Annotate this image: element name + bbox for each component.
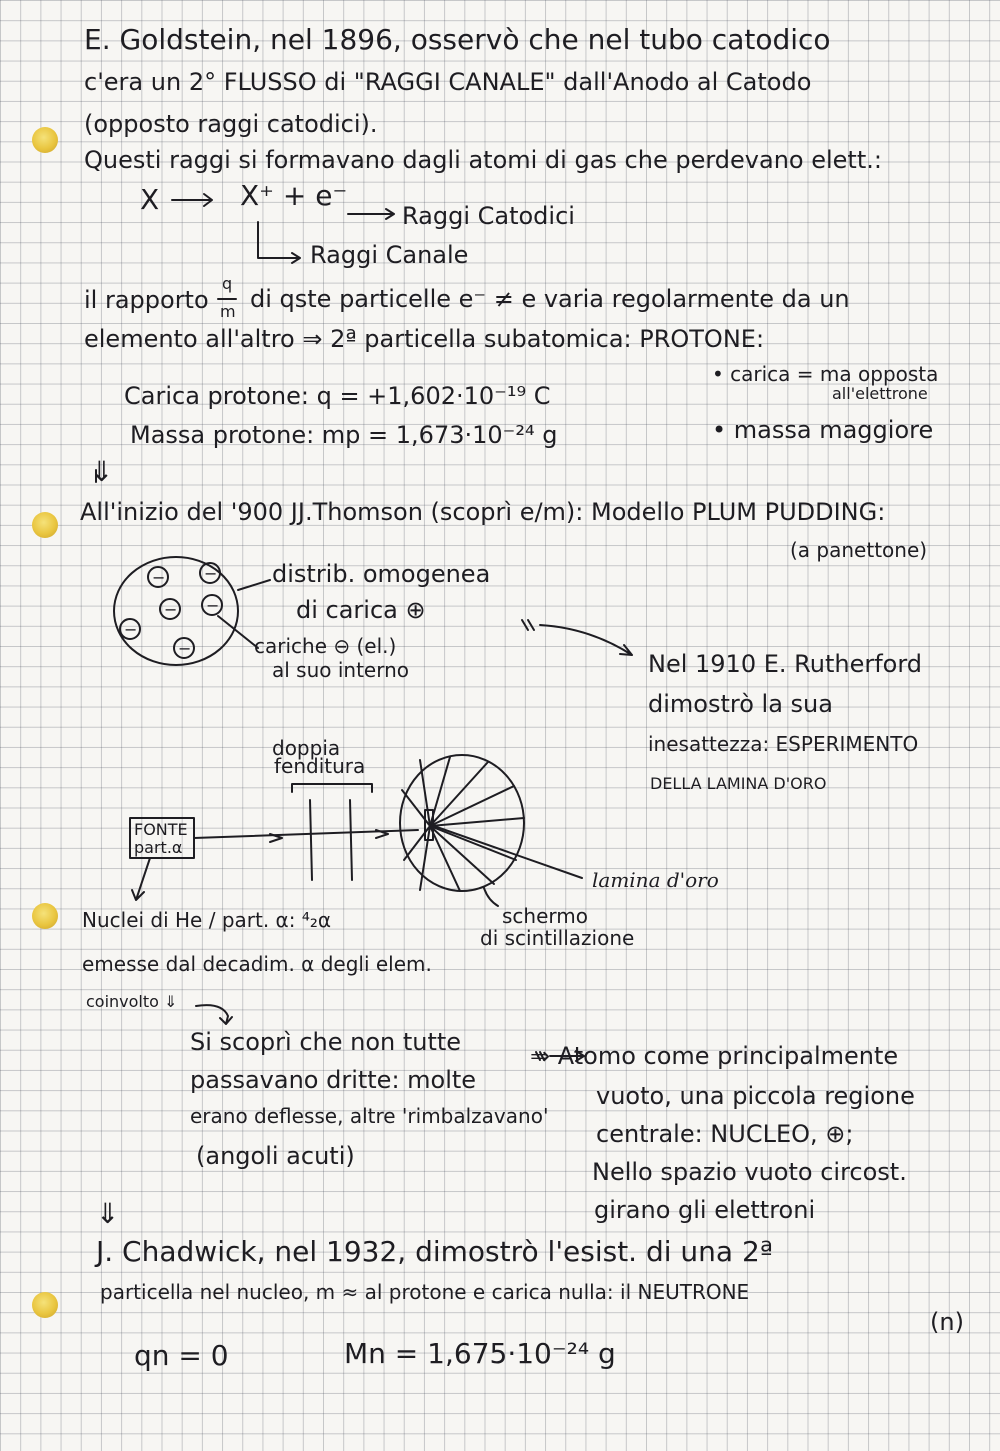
massa-protone: Massa protone: mp = 1,673·10⁻²⁴ g [130,421,558,449]
doppia-fenditura-2: fenditura [274,754,366,778]
raggi-catodici-label: Raggi Catodici [402,202,575,230]
chadwick-line-1: J. Chadwick, nel 1932, dimostrò l'esist. di una 2ª [96,1235,773,1268]
rutherford-line-4: DELLA LAMINA D'ORO [650,774,827,793]
plum-label-distrib: distrib. omogenea [272,560,491,588]
result-line-2: passavano dritte: molte [190,1066,477,1094]
down-arrow-2: ⇓ [96,1197,120,1230]
lamina-label: lamina d'oro [592,868,719,892]
electron-minus: − [206,596,220,615]
electron-minus: − [204,564,218,583]
ratio-denominator: m [220,302,236,321]
plum-label-carica: di carica ⊕ [296,596,426,624]
neutron-mass: Mn = 1,675·10⁻²⁴ g [344,1337,616,1370]
neutron-charge: qn = 0 [134,1339,229,1372]
plum-label-interno: al suo interno [272,658,410,682]
nuclei-line-3: coinvolto ⇓ [86,992,178,1011]
atomo-line-4: Nello spazio vuoto circost. [592,1158,907,1186]
gold-foil-experiment [130,755,582,906]
proton-note-mass: • massa maggiore [712,416,934,444]
result-line-3: erano deflesse, altre 'rimbalzavano' [190,1104,549,1128]
catodici-arrow [348,209,394,219]
fonte-label-1: FONTE [134,820,188,839]
goldstein-line-1: E. Goldstein, nel 1896, osservò che nel tubo catodico [84,23,831,56]
plum-label-cariche: cariche ⊖ (el.) [254,634,397,658]
electron-minus: − [178,639,192,658]
nuclei-line-2: emesse dal decadim. α degli elem. [82,952,432,976]
electron-minus: − [152,568,166,587]
results-arrows [196,1005,584,1061]
neutron-symbol: (n) [930,1308,964,1336]
atomo-line-1: ⇒ Atomo come principalmente [530,1042,899,1070]
carica-protone: Carica protone: q = +1,602·10⁻¹⁹ C [124,382,551,410]
canale-arrow [258,222,300,263]
result-line-4: (angoli acuti) [196,1142,355,1170]
goldstein-line-4: Questi raggi si formavano dagli atomi di gas che perdevano elett.: [84,146,882,174]
nuclei-line-1: Nuclei di He / part. α: ⁴₂α [82,908,332,932]
thomson-sub: (a panettone) [790,538,928,562]
rutherford-arrow [522,620,632,655]
down-arrow-1: ⇓ [90,455,114,488]
proton-note-charge: • carica = ma opposta [712,362,939,386]
equation-products: X⁺ + e⁻ [240,179,348,212]
fonte-label-2: part.α [134,838,183,857]
chadwick-line-2: particella nel nucleo, m ≈ al protone e carica nulla: il NEUTRONE [100,1280,750,1304]
atomo-line-5: girano gli elettroni [594,1196,816,1224]
elemento-line: elemento all'altro ⇒ 2ª particella subatomica: PROTONE: [84,325,765,353]
raggi-canale-label: Raggi Canale [310,241,469,269]
goldstein-line-2: c'era un 2° FLUSSO di "RAGGI CANALE" dall'Anodo al Catodo [84,68,812,96]
rutherford-line-3: inesattezza: ESPERIMENTO [648,732,919,756]
plum-pudding-atom [114,557,270,665]
ratio-text-a: il rapporto [84,286,209,314]
goldstein-line-3: (opposto raggi catodici). [84,110,378,138]
reaction-arrow [172,194,212,206]
proton-note-charge-2: all'elettrone [832,384,928,403]
equation-x: X [140,183,160,216]
ratio-text-b: di qste particelle e⁻ ≠ e varia regolarmente da un [250,285,850,313]
doppia-fenditura-1: doppia [272,736,341,760]
result-line-1: Si scoprì che non tutte [190,1028,462,1056]
rutherford-line-1: Nel 1910 E. Rutherford [648,650,923,678]
atomo-line-3: centrale: NUCLEO, ⊕; [596,1120,854,1148]
ratio-numerator: q [222,274,233,293]
thomson-line: All'inizio del '900 JJ.Thomson (scoprì e/m): Modello PLUM PUDDING: [80,498,886,526]
electron-minus: − [164,600,178,619]
atomo-line-2: vuoto, una piccola regione [596,1082,915,1110]
electron-minus: − [124,620,138,639]
schermo-label-2: di scintillazione [480,926,635,950]
rutherford-line-2: dimostrò la sua [648,690,833,718]
schermo-label-1: schermo [502,904,588,928]
